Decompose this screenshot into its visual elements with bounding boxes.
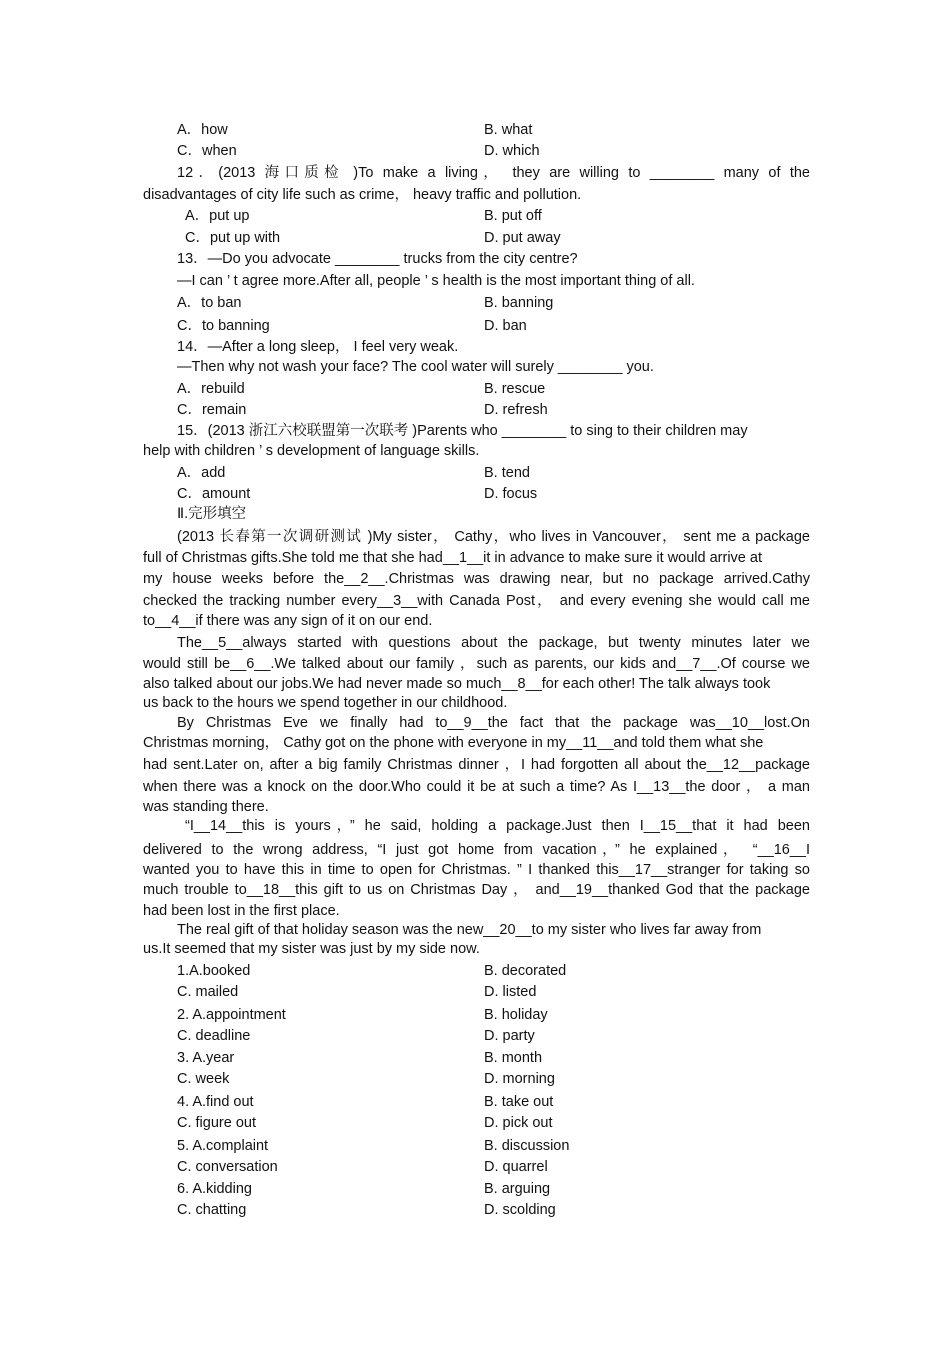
answer-option: B. tend (484, 465, 530, 481)
text-line: delivered to the wrong address, “I just got home from vacation，” he explained， “__16__I (143, 842, 810, 858)
answer-option: D. focus (484, 486, 538, 502)
answer-option: B. month (484, 1050, 543, 1066)
text-line: “I__14__this is yours，” he said, holding a package.Just then I__15__that it had been (185, 818, 810, 834)
text-line: had sent.Later on, after a big family Christmas dinner ，I had forgotten all about the__12__package (143, 757, 810, 773)
answer-option: B. banning (484, 295, 554, 311)
text-line: was standing there. (143, 799, 269, 815)
answer-option: D. morning (484, 1071, 555, 1087)
answer-option: C. figure out (177, 1115, 256, 1131)
section-heading: Ⅱ.完形填空 (177, 506, 247, 522)
text-line: had been lost in the first place. (143, 903, 340, 919)
text-line: The real gift of that holiday season was the new__20__to my sister who lives far away from (177, 922, 762, 938)
text-line: 15．(2013 浙江六校联盟第一次联考 )Parents who ________ to sing to their children may (177, 423, 748, 439)
answer-option: A．how (177, 122, 228, 138)
answer-option: A．to ban (177, 295, 242, 311)
answer-option: D. refresh (484, 402, 548, 418)
answer-option: 1.A.booked (177, 963, 251, 979)
answer-option: D. ban (484, 318, 527, 334)
text-line: 14．—After a long sleep， I feel very weak. (177, 339, 459, 355)
answer-option: D. scolding (484, 1202, 556, 1218)
text-line: By Christmas Eve we finally had to__9__the fact that the package was__10__lost.On (177, 715, 810, 731)
answer-option: B. holiday (484, 1007, 548, 1023)
answer-option: C．when (177, 143, 237, 159)
answer-option: 4. A.find out (177, 1094, 254, 1110)
answer-option: B. arguing (484, 1181, 551, 1197)
text-line: 13．—Do you advocate ________ trucks from the city centre? (177, 251, 578, 267)
text-line: my house weeks before the__2__.Christmas was drawing near, but no package arrived.Cathy (143, 571, 810, 587)
answer-option: C. chatting (177, 1202, 247, 1218)
answer-option: D. pick out (484, 1115, 553, 1131)
text-line: Christmas morning， Cathy got on the phone with everyone in my__11__and told them what she (143, 735, 764, 751)
answer-option: C．remain (177, 402, 247, 418)
answer-option: D. listed (484, 984, 537, 1000)
text-line: 12．(2013 海口质检 )To make a living， they are willing to ________ many of the (177, 165, 810, 181)
text-line: when there was a knock on the door.Who could it be at such a time? As I__13__the door ， a man (143, 779, 810, 795)
answer-option: 5. A.complaint (177, 1138, 269, 1154)
answer-option: A．rebuild (177, 381, 245, 397)
text-line: us.It seemed that my sister was just by my side now. (143, 941, 480, 957)
answer-option: B. take out (484, 1094, 554, 1110)
answer-option: C．amount (177, 486, 251, 502)
text-line: The__5__always started with questions about the package, but twenty minutes later we (177, 635, 810, 651)
answer-option: A．put up (185, 208, 250, 224)
answer-option: B. rescue (484, 381, 546, 397)
text-line: disadvantages of city life such as crime， heavy traffic and pollution. (143, 187, 582, 203)
answer-option: D. which (484, 143, 540, 159)
answer-option: B. decorated (484, 963, 567, 979)
answer-option: D. quarrel (484, 1159, 548, 1175)
answer-option: C. week (177, 1071, 230, 1087)
text-line: us back to the hours we spend together in our childhood. (143, 695, 508, 711)
answer-option: C．put up with (185, 230, 281, 246)
text-line: full of Christmas gifts.She told me that she had__1__it in advance to make sure it would arrive at (143, 550, 762, 566)
answer-option: D. party (484, 1028, 535, 1044)
answer-option: B. put off (484, 208, 542, 224)
text-line: —Then why not wash your face? The cool water will surely ________ you. (177, 359, 654, 375)
answer-option: B. what (484, 122, 533, 138)
answer-option: C. mailed (177, 984, 239, 1000)
answer-option: D. put away (484, 230, 561, 246)
answer-option: C. conversation (177, 1159, 278, 1175)
text-line: —I can ’ t agree more.After all, people ’ s health is the most important thing of all. (177, 273, 695, 289)
text-line: checked the tracking number every__3__with Canada Post， and every evening she would call me (143, 593, 810, 609)
answer-option: 2. A.appointment (177, 1007, 286, 1023)
answer-option: B. discussion (484, 1138, 570, 1154)
text-line: help with children ’ s development of language skills. (143, 443, 480, 459)
answer-option: 6. A.kidding (177, 1181, 252, 1197)
text-line: would still be__6__.We talked about our family ，such as parents, our kids and__7__.Of course we (143, 656, 810, 672)
answer-option: C. deadline (177, 1028, 251, 1044)
answer-option: C．to banning (177, 318, 270, 334)
text-line: also talked about our jobs.We had never made so much__8__for each other! The talk always took (143, 676, 771, 692)
text-line: to__4__if there was any sign of it on our end. (143, 613, 433, 629)
text-line: wanted you to have this in time to open for Christmas. ” I thanked this__17__stranger for taking so (143, 862, 810, 878)
text-line: much trouble to__18__this gift to us on Christmas Day ， and__19__thanked God that the package (143, 882, 810, 898)
text-line: (2013 长春第一次调研测试 )My sister， Cathy，who lives in Vancouver， sent me a package (177, 529, 810, 545)
answer-option: A．add (177, 465, 226, 481)
answer-option: 3. A.year (177, 1050, 235, 1066)
